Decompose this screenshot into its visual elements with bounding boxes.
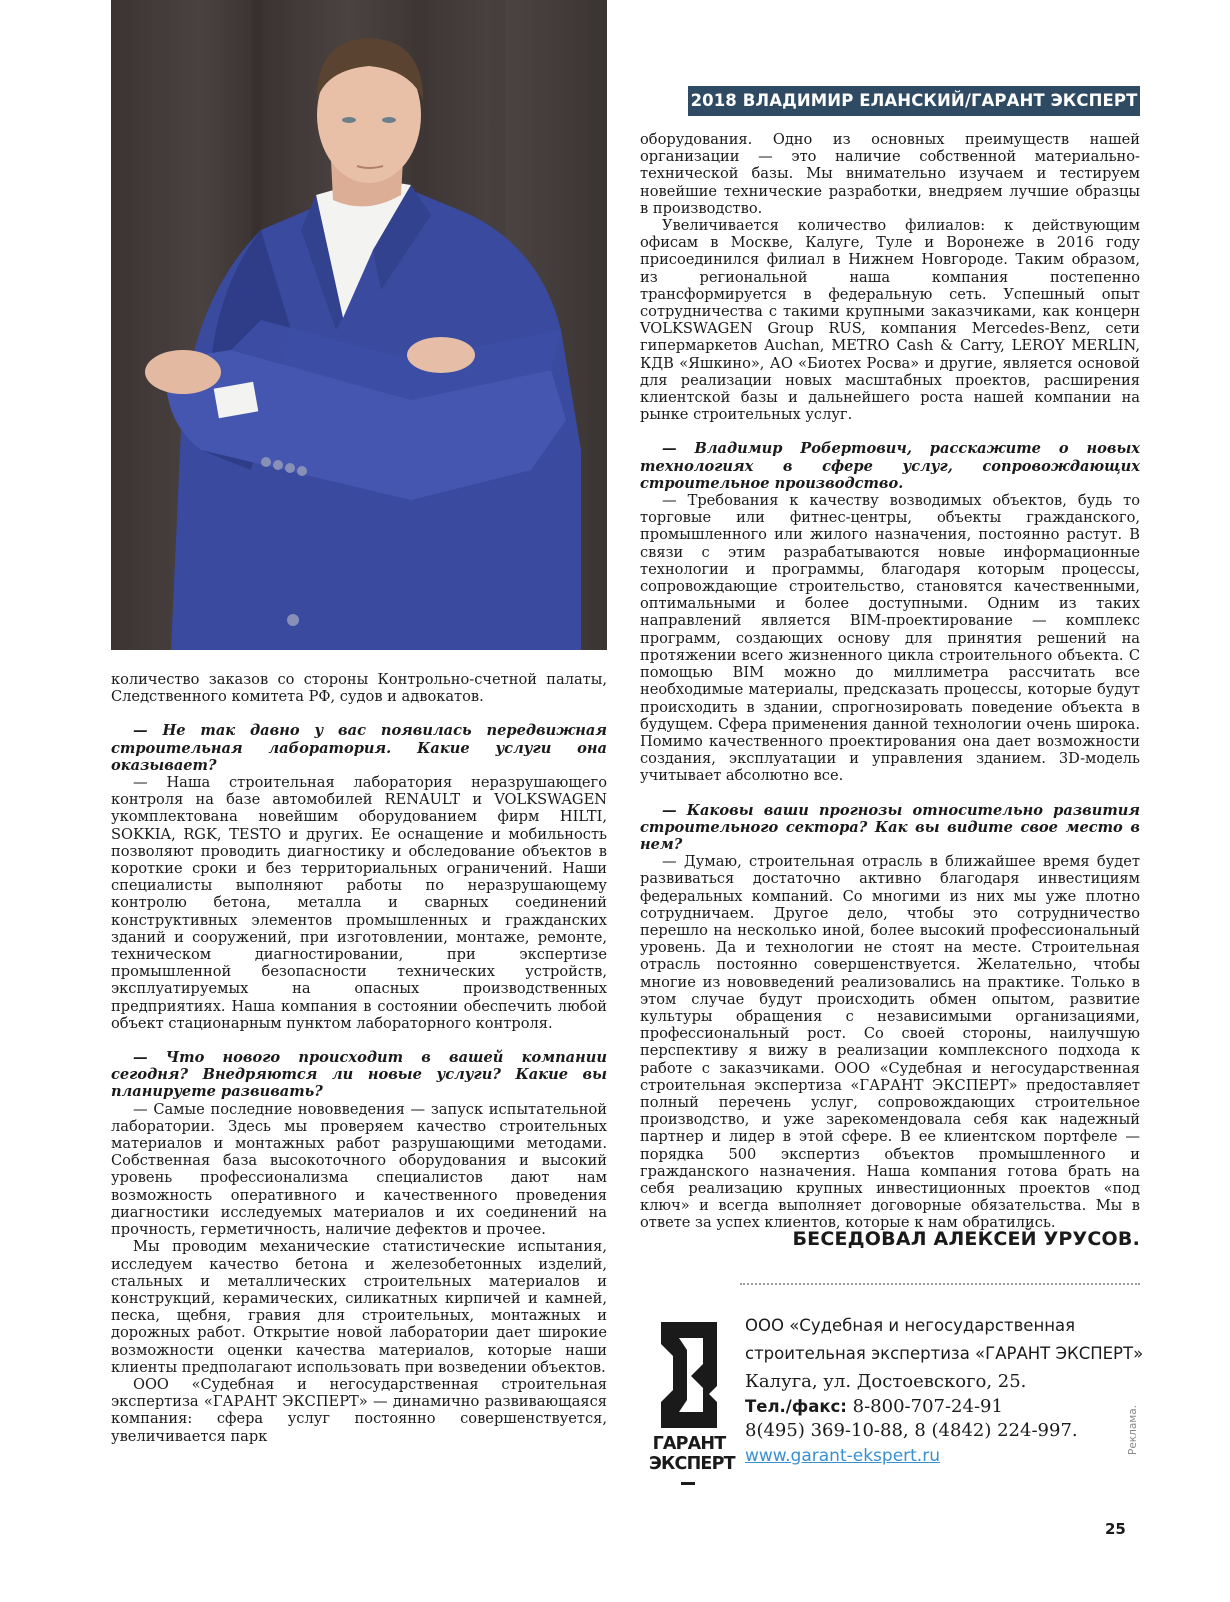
article-paragraph: — Думаю, строительная отрасль в ближайшее время будет развиваться достаточно активно благодаря инвестициям федеральных компаний. Со многими из них мы уже плотно сотрудничаем. Другое дело, чтобы это сотрудничество перешло на несколько иной, более высокий профессиональный уровень. Да и технологии не стоят на месте. Строительная отрасль постоянно совершенствуется. Желательно, чтобы многие из нововведений реализовались на практике. Только в этом случае будут происходить обмен опытом, развитие культуры обращения с независимыми организациями, профессиональный рост. Со своей стороны, наилучшую перспективу я вижу в реализации комплексного подхода к работе с заказчиками. ООО «Судебная и негосударственная строительная экспертиза «ГАРАНТ ЭКСПЕРТ» предоставляет полный перечень услуг, сопровождающих строительное производство, и уже зарекомендовала себя как надежный партнер и лидер в этой сфере. В ее клиентском портфеле — порядка 500 экспертиз объектов промышленного и гражданского назначения. Наша компания готова брать на себя реализацию крупных инвестиционных проектов «под ключ» и всегда выполняет договорные обязательства. Мы в ответе за успех клиентов, которые к нам обратились. — [640, 853, 1140, 1232]
ad-contacts — [745, 1370, 1165, 1468]
interview-question: — Владимир Робертович, расскажите о новых технологиях в сфере услуг, сопровождающих строительное производство. — [640, 440, 1140, 492]
company-line-1: ООО «Судебная и негосударственная — [745, 1316, 1076, 1335]
interviewer-byline: БЕСЕДОВАЛ АЛЕКСЕЙ УРУСОВ. — [792, 1228, 1140, 1250]
portrait-photo — [111, 0, 607, 650]
page-number: 25 — [1105, 1520, 1126, 1538]
company-line-2: строительная экспертиза «ГАРАНТ ЭКСПЕРТ» — [745, 1344, 1144, 1363]
article-paragraph: Мы проводим механические статистические испытания, исследуем качество бетона и железобетонных изделий, стальных и металлических строительных материалов и конструкций, керамических, силикатных кирпичей и камней, песка, щебня, гравия для строительных, монтажных и дорожных работ. Открытие новой лаборатории дает широкие возможности оценки качества материалов, которые наши клиенты предполагают использовать при возведении объектов. — [111, 1238, 607, 1376]
article-paragraph: Увеличивается количество филиалов: к действующим офисам в Москве, Калуге, Туле и Воронеже в 2016 году присоединился филиал в Нижнем Новгороде. Таким образом, из региональной наша компания постепенно трансформируется в федеральную сеть. Успешный опыт сотрудничества с такими крупными заказчиками, как концерн VOLKSWAGEN Group RUS, компания Mercedes-Benz, сети гипермаркетов Auchan, METRO Cash & Carry, LEROY MERLIN, КДВ «Яшкино», АО «Биотех Росва» и другие, является основой для реализации новых масштабных проектов, расширения клиентской базы и дальнейшего роста нашей компании на рынке строительных услуг. — [640, 217, 1140, 424]
interview-question: — Не так давно у вас появилась передвижная строительная лаборатория. Какие услуги она оказывает? — [111, 722, 607, 774]
article-paragraph: — Наша строительная лаборатория неразрушающего контроля на базе автомобилей RENAULT и VOLKSWAGEN укомплектована новейшим оборудованием фирм HILTI, SOKKIA, RGK, TESTO и других. Ее оснащение и мобильность позволяют проводить диагностику и обследование объектов в короткие сроки и без территориальных ограничений. Наши специалисты выполняют работы по неразрушающему контролю бетона, металла и сварных соединений конструктивных элементов промышленных и гражданских зданий и сооружений, при изготовлении, монтаже, ремонте, техническом диагностировании, при экспертизе промышленной безопасности технических устройств, эксплуатируемых на опасных производственных предприятиях. Наша компания в состоянии обеспечить любой объект стационарным пунктом лабораторного контроля. — [111, 774, 607, 1032]
article-paragraph: — Самые последние нововведения — запуск испытательной лаборатории. Здесь мы проверяем качество строительных материалов и монтажных работ разрушающими методами. Собственная база высокоточного оборудования и высокий уровень профессионализма специалистов дают нам возможность оперативного и качественного проведения диагностики исследуемых материалов и их соединений на прочность, герметичность, наличие дефектов и прочее. — [111, 1100, 607, 1239]
article-paragraph: количество заказов со стороны Контрольно-счетной палаты, Следственного комитета РФ, судов и адвокатов. — [111, 671, 607, 706]
section-title-bar: 2018 ВЛАДИМИР ЕЛАНСКИЙ/ГАРАНТ ЭКСПЕРТ — [688, 86, 1140, 116]
phone-label: Тел./факс: — [745, 1396, 847, 1416]
logo-wordmark — [649, 1434, 735, 1474]
article-paragraph: — Требования к качеству возводимых объектов, будь то торговые или фитнес-центры, объекты гражданского, промышленного или жилого назначения, постоянно растут. В связи с этим разрабатываются новые информационные технологии и программы, благодаря которым процессы, сопровождающие строительство, становятся качественными, оптимальными и более доступными. Одним из таких направлений является BIM-проектирование — комплекс программ, создающих основу для принятия решений на протяжении всего жизненного цикла строительного объекта. С помощью BIM можно до миллиметра рассчитать все необходимые материалы, предсказать процессы, которые будут происходить в здании, спрогнозировать поведение объекта в будущем. Сфера применения данной технологии очень широка. Помимо качественного проектирования она дает возможности создания, эксплуатации и управления зданием. 3D-модель учитывает абсолютно все. — [640, 492, 1140, 785]
article-paragraph: оборудования. Одно из основных преимуществ нашей организации — это наличие собственной материально-технической базы. Мы внимательно изучаем и тестируем новейшие технические разработки, внедряем лучшие образцы в производство. — [640, 131, 1140, 217]
logo-line-2: ЭКСПЕРТ — [649, 1454, 735, 1474]
article-paragraph: ООО «Судебная и негосударственная строительная экспертиза «ГАРАНТ ЭКСПЕРТ» — динамично развивающаяся компания: сфера услуг постоянно совершенствуется, увеличивается парк — [111, 1375, 607, 1445]
phone-main: 8-800-707-24-91 — [846, 1395, 1003, 1417]
article-right-column — [640, 131, 1140, 1232]
interview-question: — Каковы ваши прогнозы относительно развития строительного сектора? Как вы видите свое место в нем? — [640, 801, 1140, 853]
ad-address: Калуга, ул. Достоевского, 25. — [745, 1371, 1027, 1392]
article-left-column — [111, 671, 607, 1445]
ad-phone-row — [745, 1395, 1165, 1420]
logo-dash — [681, 1482, 695, 1485]
advertisement-marker: Реклама. — [1127, 1405, 1139, 1455]
dotted-divider — [740, 1283, 1140, 1285]
logo-line-1: ГАРАНТ — [652, 1434, 726, 1454]
ad-phones-extra: 8(495) 369-10-88, 8 (4842) 224-997. — [745, 1420, 1078, 1441]
interview-question: — Что нового происходит в вашей компании сегодня? Внедряются ли новые услуги? Какие вы планируете развивать? — [111, 1049, 607, 1101]
ad-company-name — [745, 1312, 1145, 1368]
website-link[interactable]: www.garant-ekspert.ru — [745, 1445, 940, 1466]
portrait-illustration — [111, 0, 607, 650]
